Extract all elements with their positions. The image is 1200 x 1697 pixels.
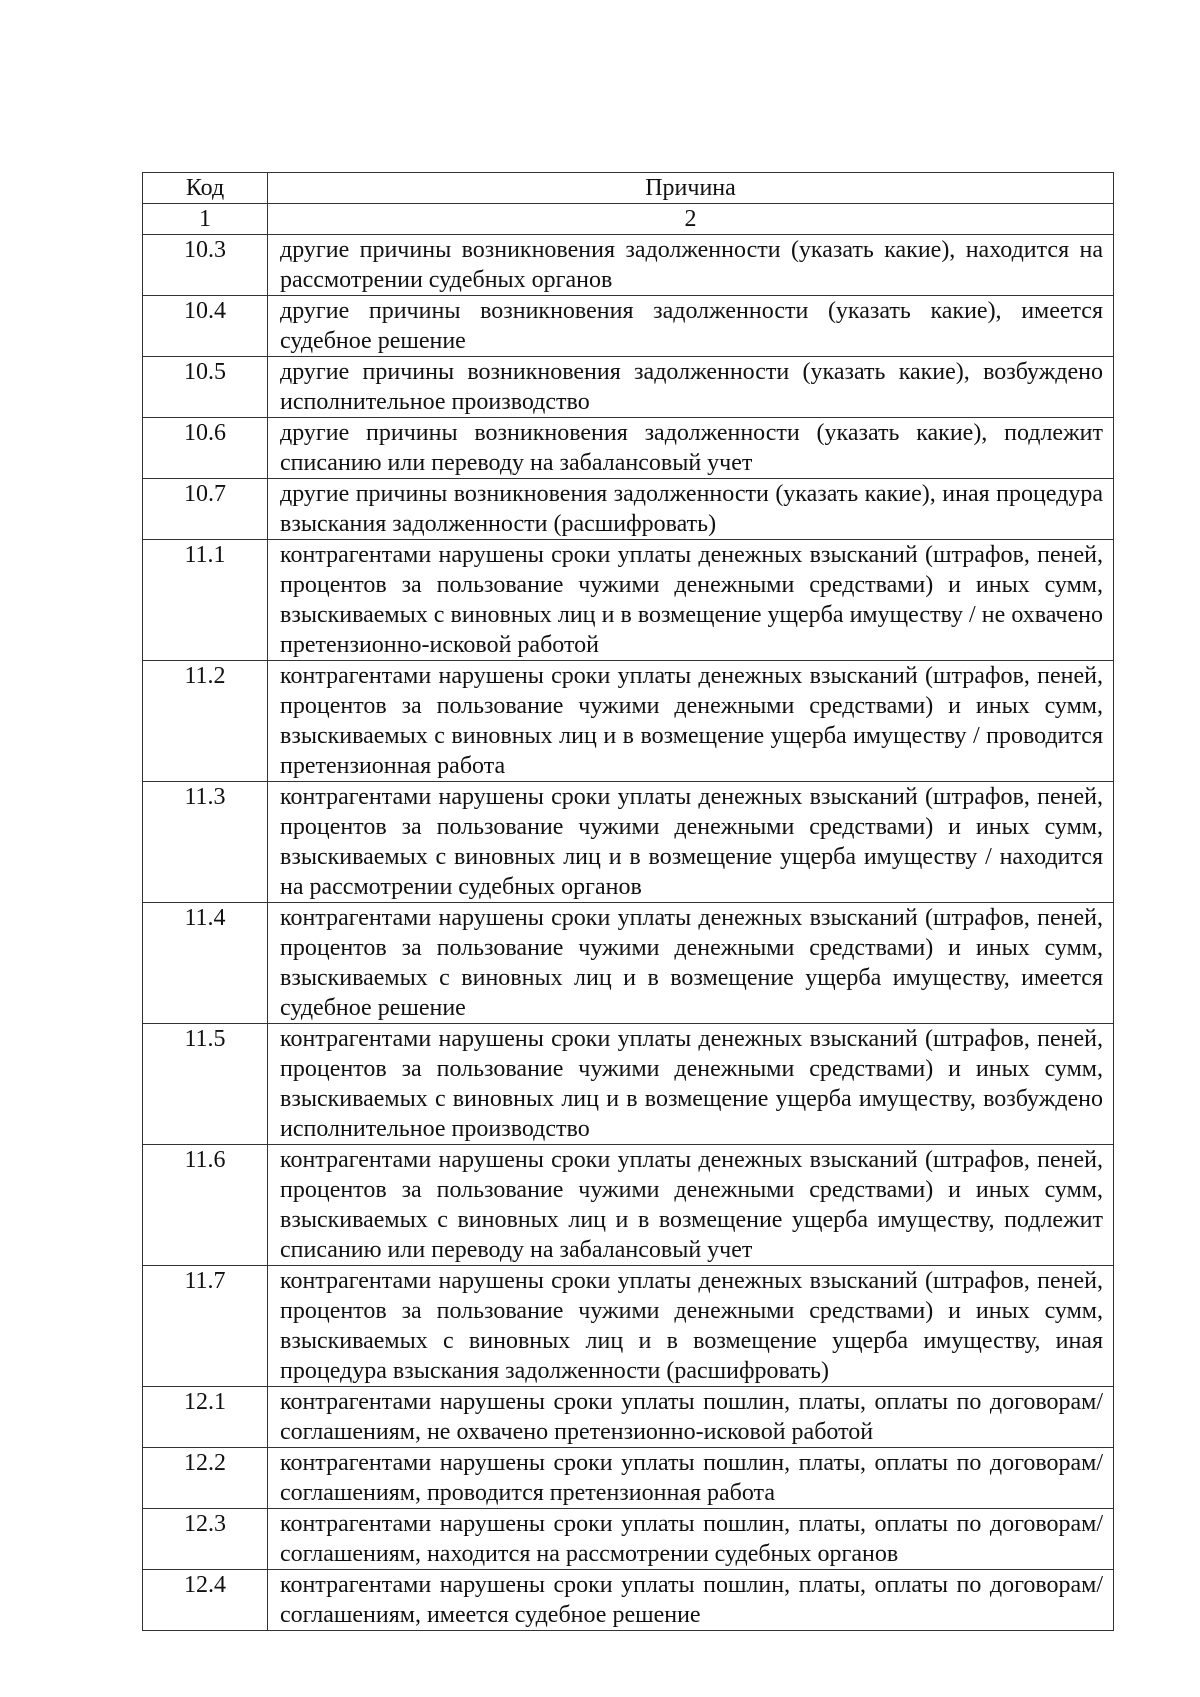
row-reason: другие причины возникновения задолженности (указать какие), находится на рассмотрении судебных органов [268,235,1114,296]
row-code: 10.6 [143,418,268,479]
row-reason: контрагентами нарушены сроки уплаты пошлин, платы, оплаты по договорам/соглашениям, не охвачено претензионно-исковой работой [268,1387,1114,1448]
table-row [143,661,1114,782]
row-code: 10.3 [143,235,268,296]
table-body [143,235,1114,1631]
row-code: 12.4 [143,1570,268,1631]
row-reason: другие причины возникновения задолженности (указать какие), иная процедура взыскания задолженности (расшифровать) [268,479,1114,540]
reason-code-table [142,172,1114,1631]
table-row [143,1570,1114,1631]
table-row [143,782,1114,903]
row-code: 12.1 [143,1387,268,1448]
table-row [143,1448,1114,1509]
column-number-code: 1 [143,204,268,235]
row-code: 12.2 [143,1448,268,1509]
table-row [143,296,1114,357]
table-row [143,479,1114,540]
row-code: 11.4 [143,903,268,1024]
row-reason: контрагентами нарушены сроки уплаты пошлин, платы, оплаты по договорам/соглашениям, имеется судебное решение [268,1570,1114,1631]
table-row [143,1387,1114,1448]
row-reason: контрагентами нарушены сроки уплаты денежных взысканий (штрафов, пеней, процентов за пользование чужими денежными средствами) и иных сумм, взыскиваемых с виновных лиц и в возмещение ущерба имуществу, возбуждено исполнительное производство [268,1024,1114,1145]
row-reason: другие причины возникновения задолженности (указать какие), возбуждено исполнительное производство [268,357,1114,418]
row-reason: контрагентами нарушены сроки уплаты денежных взысканий (штрафов, пеней, процентов за пользование чужими денежными средствами) и иных сумм, взыскиваемых с виновных лиц и в возмещение ущерба имуществу, иная процедура взыскания задолженности (расшифровать) [268,1266,1114,1387]
table-row [143,1024,1114,1145]
table-row [143,1145,1114,1266]
row-code: 11.3 [143,782,268,903]
table-row [143,540,1114,661]
table-row [143,1266,1114,1387]
table-row [143,357,1114,418]
row-reason: контрагентами нарушены сроки уплаты денежных взысканий (штрафов, пеней, процентов за пользование чужими денежными средствами) и иных сумм, взыскиваемых с виновных лиц и в возмещение ущерба имуществу / находится на рассмотрении судебных органов [268,782,1114,903]
table-row [143,235,1114,296]
row-code: 10.7 [143,479,268,540]
row-reason: контрагентами нарушены сроки уплаты денежных взысканий (штрафов, пеней, процентов за пользование чужими денежными средствами) и иных сумм, взыскиваемых с виновных лиц и в возмещение ущерба имуществу / проводится претензионная работа [268,661,1114,782]
table-row [143,418,1114,479]
row-reason: другие причины возникновения задолженности (указать какие), подлежит списанию или переводу на забалансовый учет [268,418,1114,479]
row-code: 11.7 [143,1266,268,1387]
row-code: 12.3 [143,1509,268,1570]
column-number-reason: 2 [268,204,1114,235]
row-reason: контрагентами нарушены сроки уплаты пошлин, платы, оплаты по договорам/соглашениям, проводится претензионная работа [268,1448,1114,1509]
row-reason: другие причины возникновения задолженности (указать какие), имеется судебное решение [268,296,1114,357]
row-code: 10.4 [143,296,268,357]
row-code: 11.1 [143,540,268,661]
column-header-reason: Причина [268,173,1114,204]
row-reason: контрагентами нарушены сроки уплаты денежных взысканий (штрафов, пеней, процентов за пользование чужими денежными средствами) и иных сумм, взыскиваемых с виновных лиц и в возмещение ущерба имуществу / не охвачено претензионно-исковой работой [268,540,1114,661]
row-code: 10.5 [143,357,268,418]
row-reason: контрагентами нарушены сроки уплаты денежных взысканий (штрафов, пеней, процентов за пользование чужими денежными средствами) и иных сумм, взыскиваемых с виновных лиц и в возмещение ущерба имуществу, подлежит списанию или переводу на забалансовый учет [268,1145,1114,1266]
column-header-code: Код [143,173,268,204]
table-header-row [143,173,1114,204]
row-code: 11.2 [143,661,268,782]
table-row [143,1509,1114,1570]
row-reason: контрагентами нарушены сроки уплаты пошлин, платы, оплаты по договорам/соглашениям, находится на рассмотрении судебных органов [268,1509,1114,1570]
table-row [143,903,1114,1024]
row-reason: контрагентами нарушены сроки уплаты денежных взысканий (штрафов, пеней, процентов за пользование чужими денежными средствами) и иных сумм, взыскиваемых с виновных лиц и в возмещение ущерба имуществу, имеется судебное решение [268,903,1114,1024]
row-code: 11.5 [143,1024,268,1145]
column-numbering-row [143,204,1114,235]
row-code: 11.6 [143,1145,268,1266]
